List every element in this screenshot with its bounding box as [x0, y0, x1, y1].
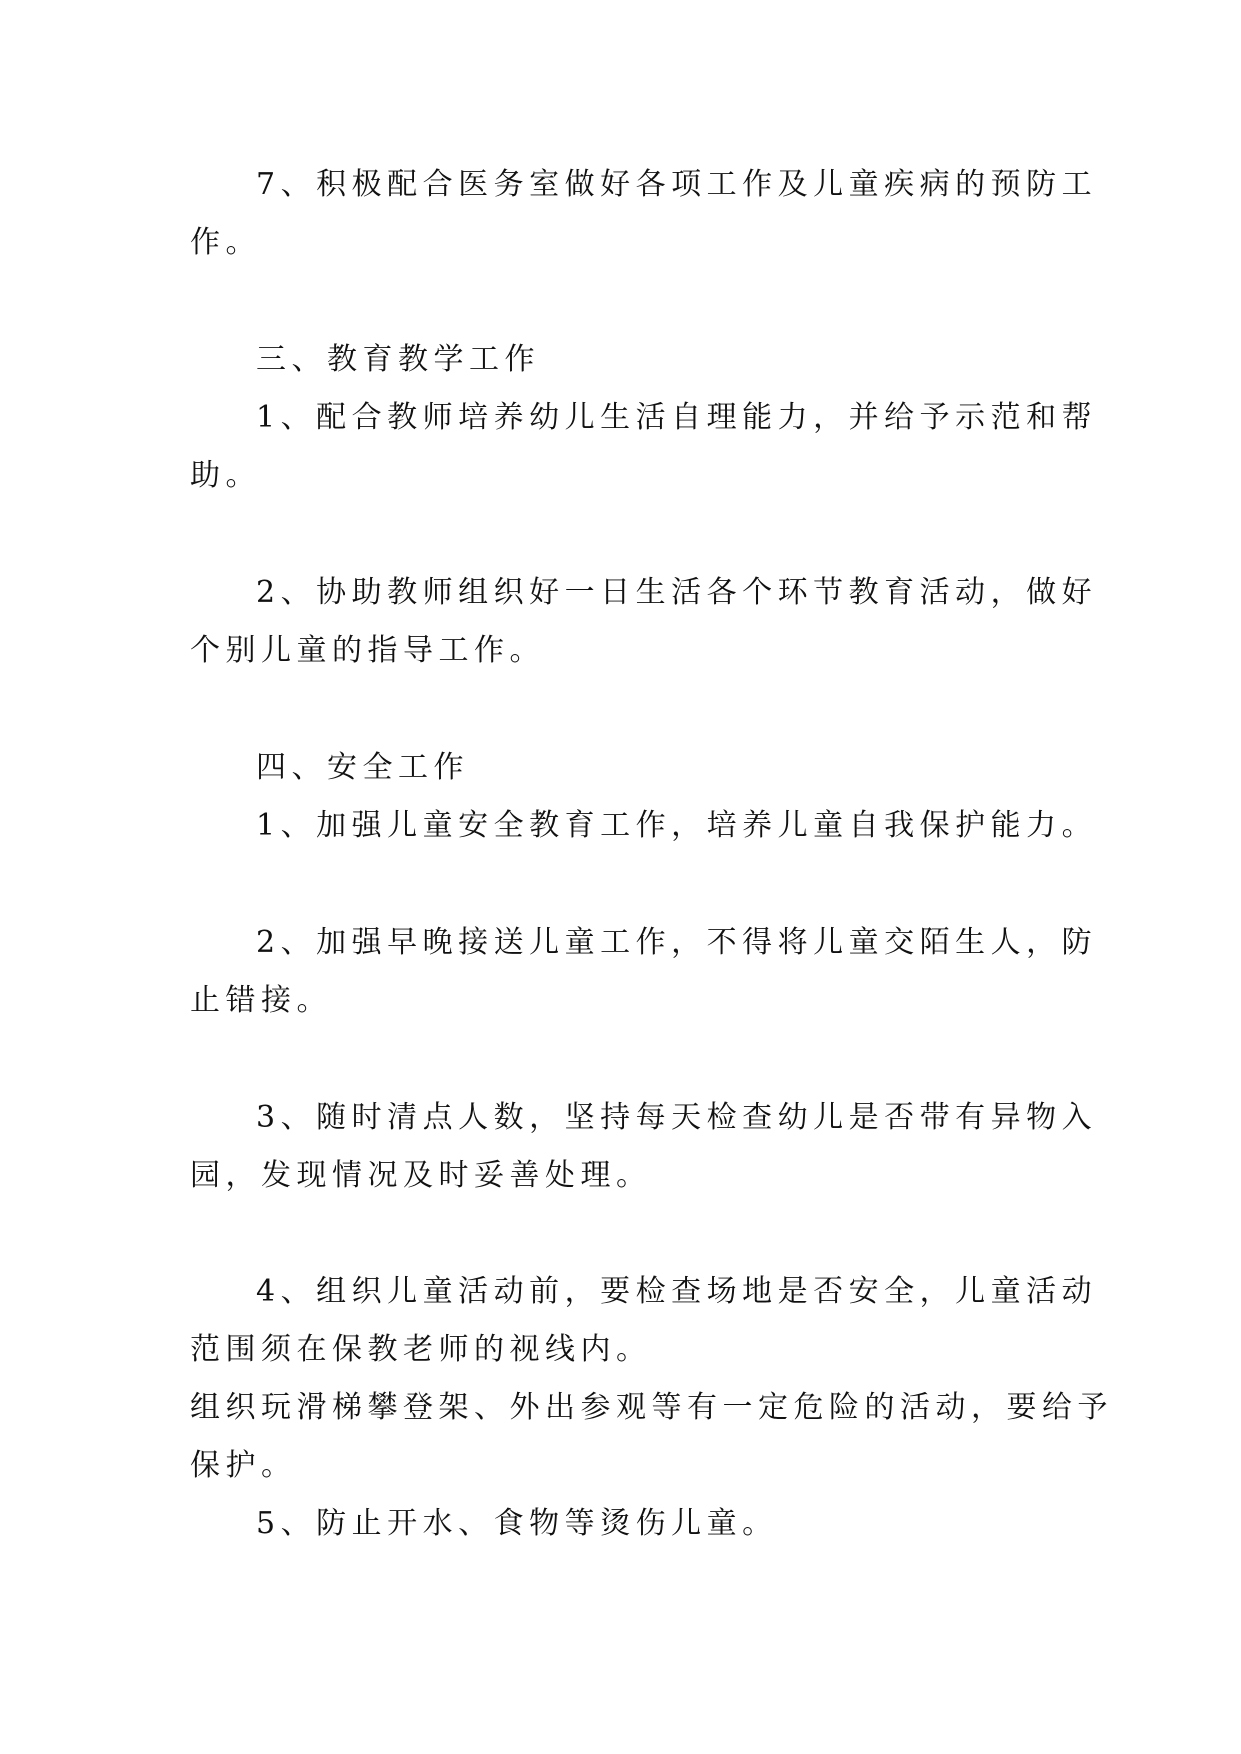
education-item-2-line-1: 2、协助教师组织好一日生活各个环节教育活动，做好 — [256, 575, 1098, 610]
education-item-2-line-2: 个别儿童的指导工作。 — [190, 633, 545, 668]
paragraph-7-line-2: 作。 — [190, 225, 261, 260]
paragraph-7-line-1: 7、积极配合医务室做好各项工作及儿童疾病的预防工 — [256, 167, 1098, 202]
safety-item-4-line-1: 4、组织儿童活动前，要检查场地是否安全，儿童活动 — [256, 1274, 1098, 1309]
section-heading-education: 三、教育教学工作 — [256, 342, 540, 377]
safety-item-4-line-3: 组织玩滑梯攀登架、外出参观等有一定危险的活动，要给予 — [190, 1390, 1113, 1425]
safety-item-2-line-1: 2、加强早晚接送儿童工作，不得将儿童交陌生人，防 — [256, 925, 1098, 960]
safety-item-2-line-2: 止错接。 — [190, 983, 332, 1018]
section-heading-safety: 四、安全工作 — [256, 750, 469, 785]
safety-item-4-line-2: 范围须在保教老师的视线内。 — [190, 1332, 652, 1367]
safety-item-5: 5、防止开水、食物等烫伤儿童。 — [256, 1506, 778, 1541]
safety-item-1: 1、加强儿童安全教育工作，培养儿童自我保护能力。 — [256, 808, 1098, 843]
education-item-1-line-1: 1、配合教师培养幼儿生活自理能力，并给予示范和帮 — [256, 400, 1098, 435]
safety-item-3-line-2: 园，发现情况及时妥善处理。 — [190, 1158, 652, 1193]
education-item-1-line-2: 助。 — [190, 458, 261, 493]
safety-item-4-line-4: 保护。 — [190, 1448, 297, 1483]
safety-item-3-line-1: 3、随时清点人数，坚持每天检查幼儿是否带有异物入 — [256, 1100, 1098, 1135]
